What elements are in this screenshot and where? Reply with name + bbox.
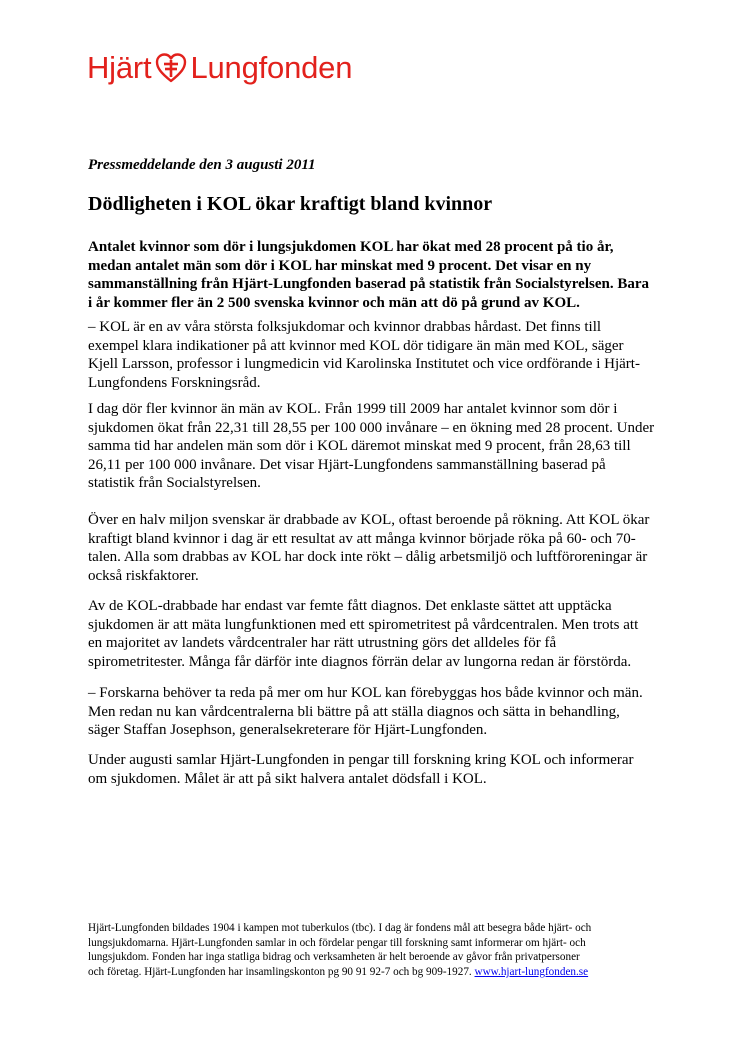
footer-note (88, 921, 591, 979)
logo-right-word: Lungfonden (190, 50, 353, 85)
page-title: Dödligheten i KOL ökar kraftigt bland kvinnor (88, 193, 493, 215)
body-paragraph-3: Över en halv miljon svenskar är drabbade av KOL, oftast beroende på rökning. Att KOL ökar kraftigt bland kvinnor i dag är ett resultat av att många kvinnor började röka på 60- och 70- talen. Alla som drabbas av KOL har dock inte rökt – dålig arbetsmiljö och luftföroreningar är också riskfaktorer. (88, 512, 650, 584)
footer-text: Hjärt-Lungfonden bildades 1904 i kampen mot tuberkulos (tbc). I dag är fondens mål att besegra både hjärt- och lungsjukdomarna. Hjärt-Lungfonden samlar in och fördelar pengar till forskning samt informerar om hjärt- och lungsjukdom. Fonden har inga statliga bidrag och verksamheten är helt beroende av gåvor från privatpersoner och företag. Hjärt-Lungfonden har insamlingskonton pg 90 91 92-7 och bg 909-1927. (88, 922, 592, 978)
website-link[interactable]: www.hjart-lungfonden.se (474, 965, 589, 978)
brand-logo (87, 48, 352, 88)
heart-cross-icon (155, 53, 187, 83)
body-paragraph-6: Under augusti samlar Hjärt-Lungfonden in pengar till forskning kring KOL och informerar om sjukdomen. Målet är att på sikt halvera antalet dödsfall i KOL. (88, 752, 634, 787)
press-release-dateline: Pressmeddelande den 3 augusti 2011 (88, 157, 316, 173)
body-paragraph-4: Av de KOL-drabbade har endast var femte fått diagnos. Det enklaste sättet att upptäcka sjukdomen är att mäta lungfunktionen med ett spirometritest på vårdcentralen. Men trots att en majoritet av landets vårdcentraler har rätt utrustning görs det alldeles för få spirometritester. Många får därför inte diagnos förrän delar av lungorna redan är förstörda. (88, 598, 639, 670)
body-paragraph-1: – KOL är en av våra största folksjukdomar och kvinnor drabbas hårdast. Det finns till exempel klara indikationer på att kvinnor med KOL dör tidigare än män med KOL, säger Kjell Larsson, professor i lungmedicin vid Karolinska Institutet och vice ordförande i Hjärt- Lungfondens Forskningsråd. (88, 319, 640, 391)
lead-paragraph: Antalet kvinnor som dör i lungsjukdomen KOL har ökat med 28 procent på tio år, medan antalet män som dör i KOL har minskat med 9 procent. Det visar en ny sammanställning från Hjärt-Lungfonden baserad på statistik från Socialstyrelsen. Bara i år kommer fler än 2 500 svenska kvinnor och män att dö på grund av KOL. (88, 239, 650, 311)
body-paragraph-5: – Forskarna behöver ta reda på mer om hur KOL kan förebyggas hos både kvinnor och män. Men redan nu kan vårdcentralerna bli bättre på att ställa diagnos och sätta in behandling, säger Staffan Josephson, generalsekreterare för Hjärt-Lungfonden. (88, 685, 643, 739)
body-paragraph-2: I dag dör fler kvinnor än män av KOL. Från 1999 till 2009 har antalet kvinnor som dör i sjukdomen ökat från 22,31 till 28,55 per 100 000 invånare – en ökning med 28 procent. Under samma tid har andelen män som dör i KOL däremot minskat med 9 procent, från 28,63 till 26,11 per 100 000 invånare. Det visar Hjärt-Lungfondens sammanställning baserad på statistik från Socialstyrelsen. (88, 401, 655, 492)
logo-left-word: Hjärt (87, 50, 152, 85)
